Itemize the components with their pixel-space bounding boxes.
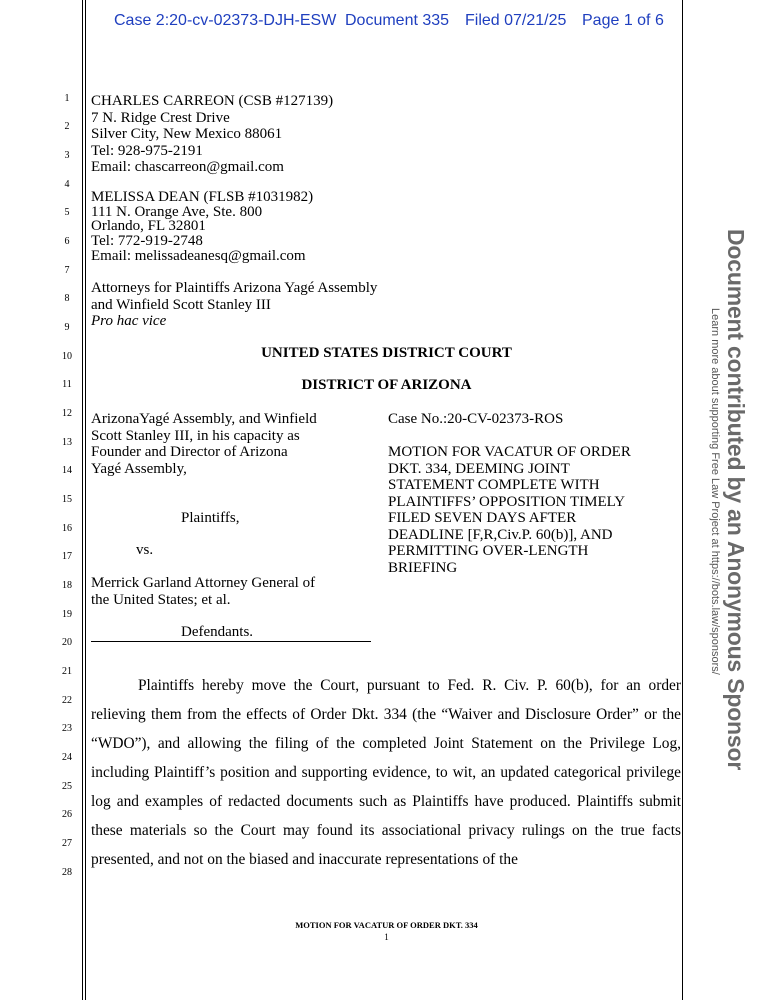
filed-date-header: Filed 07/21/25 — [465, 12, 567, 29]
right-margin-rule — [682, 0, 683, 1000]
line-number: 23 — [62, 723, 72, 734]
line-number: 7 — [64, 265, 70, 276]
attorney-email: Email: melissadeanesq@gmail.com — [91, 248, 306, 264]
attorney-address-line: Silver City, New Mexico 88061 — [91, 126, 283, 142]
line-number: 5 — [64, 207, 70, 218]
attorney-name: MELISSA DEAN (FLSB #1031982) — [91, 189, 314, 205]
left-margin-rule-outer — [82, 0, 83, 1000]
line-number: 18 — [62, 580, 72, 591]
motion-title-line: DEADLINE [F,R,Civ.P. 60(b)], AND — [388, 526, 613, 543]
court-district: DISTRICT OF ARIZONA — [301, 377, 472, 393]
court-name: UNITED STATES DISTRICT COURT — [261, 345, 512, 361]
motion-title-line: STATEMENT COMPLETE WITH — [388, 477, 600, 493]
line-number: 14 — [62, 465, 72, 476]
caption-plaintiffs — [91, 411, 317, 477]
attorneys-for-line: and Winfield Scott Stanley III — [91, 296, 271, 313]
line-number: 1 — [64, 93, 70, 104]
defendants-line — [91, 624, 371, 642]
filing-header — [0, 12, 773, 34]
line-number: 17 — [62, 551, 72, 562]
case-number: Case No.:20-CV-02373-ROS — [388, 411, 564, 427]
sponsor-note: Learn more about supporting Free Law Project at https://bots.law/sponsors/ — [709, 308, 721, 675]
line-number: 15 — [62, 494, 72, 505]
motion-title-line: BRIEFING — [388, 559, 458, 576]
line-number: 3 — [64, 150, 70, 161]
versus-label: vs. — [136, 542, 154, 558]
attorney-address-line: Orlando, FL 32801 — [91, 218, 206, 234]
line-number: 21 — [62, 666, 72, 677]
line-number: 12 — [62, 408, 72, 419]
caption-party-line: Scott Stanley III, in his capacity as — [91, 427, 300, 444]
footer-title: MOTION FOR VACATUR OF ORDER DKT. 334 — [295, 920, 478, 930]
line-number: 8 — [64, 293, 70, 304]
motion-title-line: FILED SEVEN DAYS AFTER — [388, 510, 577, 526]
caption-party-line: Yagé Assembly, — [91, 460, 187, 477]
line-number: 22 — [62, 695, 72, 706]
caption-party-line: ArizonaYagé Assembly, and Winfield — [91, 411, 317, 427]
attorney-email: Email: chascarreon@gmail.com — [91, 159, 284, 175]
caption-party-line: Founder and Director of Arizona — [91, 444, 288, 460]
pro-hac-vice: Pro hac vice — [91, 313, 167, 329]
line-number: 24 — [62, 752, 72, 763]
attorney-name: CHARLES CARREON (CSB #127139) — [91, 93, 334, 109]
sponsor-watermark: Document contributed by an Anonymous Sponsor — [723, 229, 749, 771]
motion-title — [388, 444, 631, 576]
attorney-telephone: Tel: 928-975-2191 — [91, 142, 203, 159]
caption-party-line: Merrick Garland Attorney General of — [91, 575, 316, 591]
attorney-telephone: Tel: 772-919-2748 — [91, 232, 203, 249]
line-number: 20 — [62, 637, 72, 648]
motion-title-line: PLAINTIFFS’ OPPOSITION TIMELY — [388, 493, 626, 510]
plaintiffs-label: Plaintiffs, — [181, 510, 240, 526]
line-number: 2 — [64, 121, 70, 132]
case-number-header: Case 2:20-cv-02373-DJH-ESW — [114, 12, 337, 29]
motion-title-line: DKT. 334, DEEMING JOINT — [388, 460, 570, 477]
line-number: 28 — [62, 867, 72, 878]
line-number: 13 — [62, 437, 72, 448]
line-number: 25 — [62, 781, 72, 792]
attorney-address-line: 111 N. Orange Ave, Ste. 800 — [91, 203, 263, 220]
attorneys-for-line: Attorneys for Plaintiffs Arizona Yagé Assembly — [91, 280, 378, 296]
line-number: 10 — [62, 351, 72, 362]
caption-defendants — [91, 575, 315, 608]
line-number: 26 — [62, 809, 72, 820]
document-number-header: Document 335 — [345, 12, 450, 29]
motion-title-line: PERMITTING OVER-LENGTH — [388, 543, 589, 559]
attorney-address-line: 7 N. Ridge Crest Drive — [91, 109, 230, 126]
counsel-block-dean — [91, 190, 313, 264]
line-number: 6 — [64, 236, 70, 247]
body-paragraph: Plaintiffs hereby move the Court, pursuant to Fed. R. Civ. P. 60(b), for an order relieving them from the effects of Order Dkt. 334 (the “Waiver and Disclosure Order” or the “WDO”), and allowing the filing of the completed Joint Statement on the Privilege Log, including Plaintiff’s position and supporting evidence, to wit, an updated categorical privilege log and examples of redacted documents such as Plaintiffs have produced. Plaintiffs submit these materials so the Court may found its associational privacy rulings on the true facts presented, and not on the biased and inaccurate representations of the — [91, 677, 681, 868]
footer-page-number: 1 — [384, 932, 389, 942]
defendants-label: Defendants. — [181, 624, 254, 640]
line-number: 19 — [62, 609, 72, 620]
page-count-header: Page 1 of 6 — [582, 12, 664, 29]
line-number: 9 — [64, 322, 70, 333]
attorneys-for-block — [91, 280, 377, 330]
caption-party-line: the United States; et al. — [91, 591, 231, 608]
line-number: 4 — [64, 179, 70, 190]
left-margin-rule-inner — [85, 0, 86, 1000]
motion-title-line: MOTION FOR VACATUR OF ORDER — [388, 444, 631, 460]
line-number: 27 — [62, 838, 72, 849]
line-number: 16 — [62, 523, 72, 534]
line-number: 11 — [62, 379, 72, 390]
counsel-block-carreon — [91, 93, 333, 176]
motion-body — [91, 671, 681, 874]
